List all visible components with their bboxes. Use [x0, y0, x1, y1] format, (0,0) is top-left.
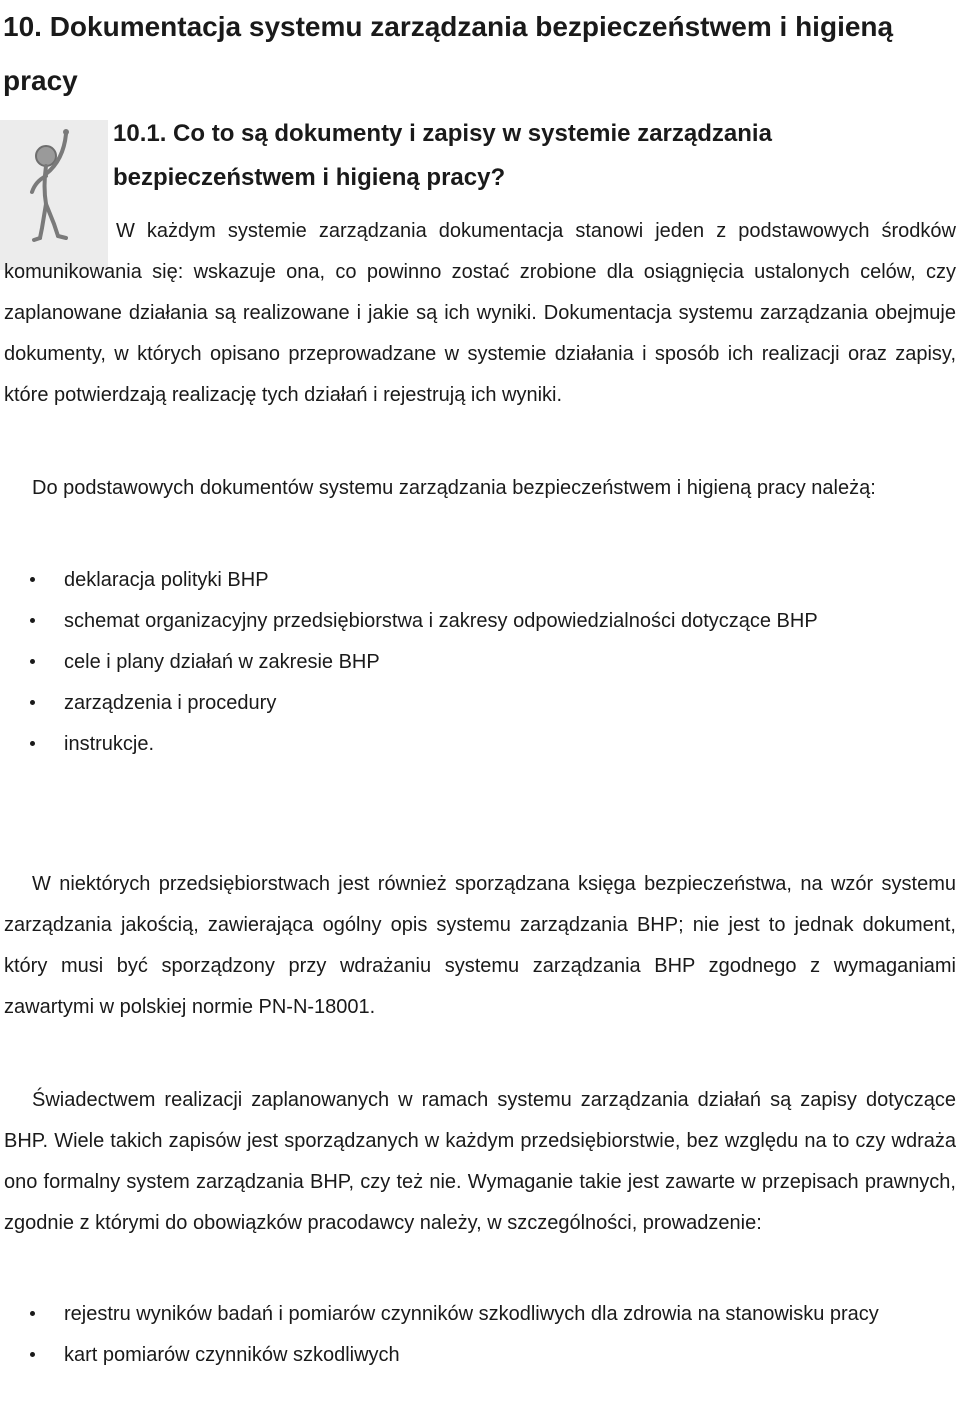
bullet-icon: [30, 659, 35, 664]
bullet-icon: [30, 618, 35, 623]
list-item: rejestru wyników badań i pomiarów czynników szkodliwych dla zdrowia na stanowisku pracy: [4, 1294, 944, 1335]
paragraph-safety-book: W niektórych przedsiębiorstwach jest również sporządzana księga bezpieczeństwa, na wzór systemu zarządzania jakością, zawierająca ogólny opis systemu zarządzania BHP; nie jest to jednak dokument, który musi być sporządzony przy wdrażaniu systemu zarządzania BHP zgodnego z wymaganiami zawartymi w polskiej normie PN-N-18001.: [4, 873, 956, 1018]
bullet-icon: [30, 577, 35, 582]
list-item: kart pomiarów czynników szkodliwych: [4, 1335, 944, 1376]
records-list: [4, 1294, 944, 1376]
basic-documents-list: [4, 560, 944, 765]
bullet-icon: [30, 700, 35, 705]
bullet-icon: [30, 1352, 35, 1357]
list-item: cele i plany działań w zakresie BHP: [4, 642, 944, 683]
bullet-icon: [30, 1311, 35, 1316]
list-item: zarządzenia i procedury: [4, 683, 944, 724]
paragraph-documentation-intro: W każdym systemie zarządzania dokumentacja stanowi jeden z podstawowych środków komunikowania się: wskazuje ona, co powinno zostać zrobione dla osiągnięcia ustalonych celów, czy zaplanowane działania są realizowane i jakie są ich wyniki. Dokumentacja systemu zarządzania obejmuje dokumenty, w których opisano przeprowadzane w systemie działania i sposób ich realizacji oraz zapisy, które potwierdzają realizację tych działań i rejestrują ich wyniki.: [4, 220, 956, 406]
list-item: instrukcje.: [4, 724, 944, 765]
list-item: schemat organizacyjny przedsiębiorstwa i zakresy odpowiedzialności dotyczące BHP: [4, 601, 944, 642]
page-title: 10. Dokumentacja systemu zarządzania bezpieczeństwem i higieną pracy: [3, 11, 894, 96]
section-heading: 10.1. Co to są dokumenty i zapisy w systemie zarządzania bezpieczeństwem i higieną pracy?: [113, 120, 772, 191]
list-item: deklaracja polityki BHP: [4, 560, 944, 601]
bullet-icon: [30, 741, 35, 746]
paragraph-basic-documents: Do podstawowych dokumentów systemu zarządzania bezpieczeństwem i higieną pracy należą:: [32, 477, 876, 499]
paragraph-records: Świadectwem realizacji zaplanowanych w ramach systemu zarządzania działań są zapisy dotyczące BHP. Wiele takich zapisów jest sporządzanych w każdym przedsiębiorstwie, bez względu na to czy wdraża ono formalny system zarządzania BHP, czy też nie. Wymaganie takie jest zawarte w przepisach prawnych, zgodnie z którymi do obowiązków pracodawcy należy, w szczególności, prowadzenie:: [4, 1089, 956, 1234]
